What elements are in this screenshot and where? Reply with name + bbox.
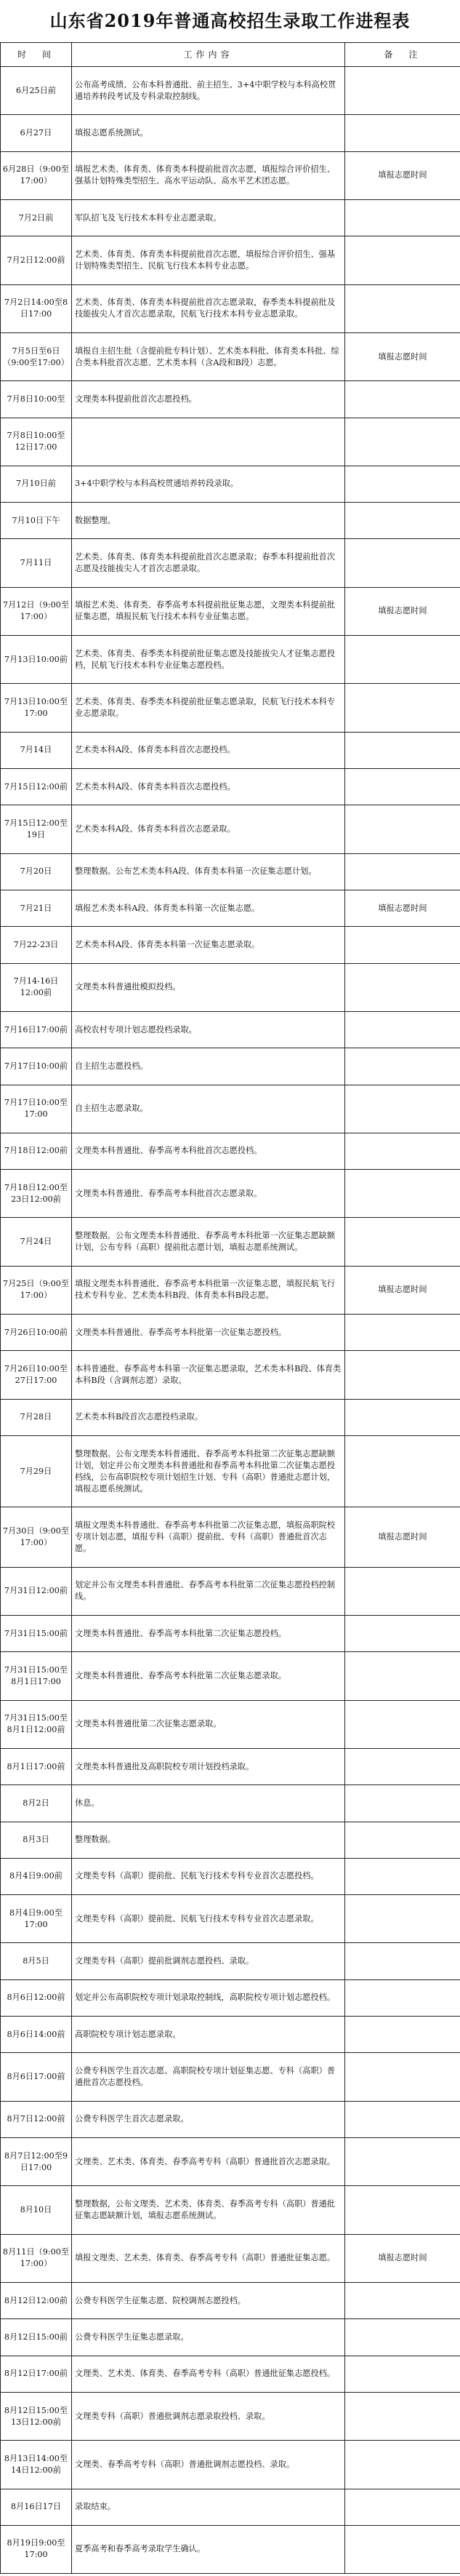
content-cell: 艺术类、体育类、春季类本科提前批征集志愿录取，民航飞行技术本科专业志愿录取。: [72, 684, 345, 732]
table-row: [1, 1011, 460, 1048]
table-row: [1, 2319, 460, 2356]
date-cell: 8月19日9:00至17:00: [1, 2525, 72, 2573]
date-cell: 8月4日9:00至17:00: [1, 1895, 72, 1943]
date-cell: 7月17日10:00至17:00: [1, 1085, 72, 1133]
note-cell: [345, 2186, 460, 2234]
header-content: 工作内容: [72, 43, 345, 67]
note-cell: [345, 1895, 460, 1943]
table-row: [1, 67, 460, 115]
date-cell: 7月26日10:00至27日17:00: [1, 1351, 72, 1399]
note-cell: [345, 963, 460, 1011]
table-row: [1, 418, 460, 466]
table-row: [1, 1266, 460, 1314]
date-cell: 7月22-23日: [1, 927, 72, 963]
content-cell: 填报文理类、艺术类、体育类、春季高考专科（高职）普通批征集志愿。: [72, 2234, 345, 2282]
content-cell: 艺术类本科A段、体育类本科首次志愿录取。: [72, 805, 345, 853]
table-header-row: [1, 43, 460, 67]
date-cell: 8月11日（9:00至17:00）: [1, 2234, 72, 2282]
note-cell: [345, 1315, 460, 1351]
date-cell: 7月17日10:00前: [1, 1048, 72, 1085]
date-cell: 7月24日: [1, 1218, 72, 1266]
note-cell: [345, 1399, 460, 1435]
date-cell: 8月12日15:00至13日12:00前: [1, 2392, 72, 2440]
content-cell: [72, 418, 345, 466]
date-cell: 7月28日: [1, 1399, 72, 1435]
table-row: [1, 2392, 460, 2440]
content-cell: 数据整理。: [72, 503, 345, 539]
content-cell: 艺术类、体育类、体育类本科提前批首次志愿，填报综合评价招生、强基计划特殊类型招生、民航飞行技术本科专业志愿。: [72, 236, 345, 284]
content-cell: 文理类、春季高考专科（高职）普通批调剂志愿投档、录取。: [72, 2441, 345, 2489]
content-cell: 军队招飞及飞行技术本科专业志愿录取。: [72, 199, 345, 236]
table-row: [1, 381, 460, 418]
table-row: [1, 732, 460, 768]
note-cell: [345, 805, 460, 853]
content-cell: 录取结束。: [72, 2489, 345, 2525]
note-cell: [345, 1748, 460, 1785]
note-cell: [345, 1436, 460, 1507]
content-cell: 文理类专科（高职）提前批、民航飞行技术专科专业首次志愿录取。: [72, 1895, 345, 1943]
table-row: [1, 853, 460, 890]
note-cell: [345, 1048, 460, 1085]
content-cell: 整理数据，公布文理类、艺术类、体育类、春季高考专科（高职）普通批征集志愿缺额计划，填报志愿系统测试。: [72, 2186, 345, 2234]
content-cell: 整理数据。公布艺术类本科A段、体育类本科第一次征集志愿计划。: [72, 853, 345, 890]
table-row: [1, 2489, 460, 2525]
date-cell: 7月31日15:00至8月1日12:00前: [1, 1700, 72, 1748]
date-cell: 7月18日12:00至23日12:00前: [1, 1170, 72, 1218]
date-cell: 8月6日14:00前: [1, 2017, 72, 2053]
table-row: [1, 1218, 460, 1266]
content-cell: 艺术类本科A段、体育类本科首次志愿投档。: [72, 769, 345, 805]
content-cell: 填报艺术类、体育类、春季高考本科提前批征集志愿，文理类本科提前批征集志愿，填报民航飞行技术本科专业征集志愿。: [72, 587, 345, 635]
date-cell: 7月30日（9:00至17:00）: [1, 1507, 72, 1567]
date-cell: 8月6日12:00前: [1, 1979, 72, 2016]
content-cell: 文理类本科普通批、春季高考本科批首次志愿录取。: [72, 1170, 345, 1218]
table-row: [1, 1822, 460, 1858]
date-cell: 8月2日: [1, 1785, 72, 1822]
table-row: [1, 890, 460, 926]
content-cell: 划定并公布文理类本科普通批、春季高考本科批第二次征集志愿投档控制线。: [72, 1567, 345, 1615]
page-title: 山东省2019年普通高校招生录取工作进程表: [49, 10, 411, 31]
content-cell: 自主招生志愿投档。: [72, 1048, 345, 1085]
table-row: [1, 2234, 460, 2282]
table-row: [1, 587, 460, 635]
table-row: [1, 2053, 460, 2101]
date-cell: 7月26日10:00前: [1, 1315, 72, 1351]
table-row: [1, 1399, 460, 1435]
date-cell: 7月18日12:00前: [1, 1133, 72, 1169]
content-cell: 艺术类本科B段首次志愿投档录取。: [72, 1399, 345, 1435]
note-cell: [345, 636, 460, 684]
note-cell: [345, 2101, 460, 2137]
note-cell: [345, 2017, 460, 2053]
content-cell: 艺术类、体育类、体育类本科提前批首次志愿录取，春季类本科提前批及技能拔尖人才首次志愿录取，民航飞行技术本科专业志愿录取。: [72, 284, 345, 332]
content-cell: 休息。: [72, 1785, 345, 1822]
table-row: [1, 503, 460, 539]
note-cell: [345, 199, 460, 236]
header-date: 时 间: [1, 43, 72, 67]
table-row: [1, 284, 460, 332]
date-cell: 7月13日10:00前: [1, 636, 72, 684]
date-cell: 7月2日前: [1, 199, 72, 236]
note-cell: [345, 1133, 460, 1169]
date-cell: 7月15日12:00至19日: [1, 805, 72, 853]
note-cell: [345, 466, 460, 502]
table-row: [1, 1048, 460, 1085]
content-cell: 艺术类、体育类、体育类本科提前批首次志愿录取；春季本科提前批首次志愿及技能拔尖人才首次志愿录取。: [72, 539, 345, 587]
table-row: [1, 1507, 460, 1567]
date-cell: 7月8日10:00至12日17:00: [1, 418, 72, 466]
content-cell: 3+4中职学校与本科高校贯通培养转段录取。: [72, 466, 345, 502]
content-cell: 整理数据。公布文理类本科普通批、春季高考本科批第一次征集志愿缺额计划，公布专科（高职）提前批志愿计划，填报志愿系统测试。: [72, 1218, 345, 1266]
content-cell: 自主招生志愿录取。: [72, 1085, 345, 1133]
date-cell: 7月31日15:00前: [1, 1615, 72, 1651]
note-cell: [345, 732, 460, 768]
note-cell: [345, 1822, 460, 1858]
note-cell: [345, 1351, 460, 1399]
table-row: [1, 2282, 460, 2318]
table-row: [1, 684, 460, 732]
table-row: [1, 1652, 460, 1700]
content-cell: 公费专科医学生征集志愿录取。: [72, 2319, 345, 2356]
table-row: [1, 2101, 460, 2137]
content-cell: 文理类本科普通批及高职院校专项计划投档录取。: [72, 1748, 345, 1785]
table-row: [1, 805, 460, 853]
note-cell: [345, 2053, 460, 2101]
table-row: [1, 199, 460, 236]
table-row: [1, 1700, 460, 1748]
table-row: [1, 1785, 460, 1822]
note-cell: 填报志愿时间: [345, 1507, 460, 1567]
content-cell: 填报艺术类、体育类、体育类本科提前批首次志愿，填报综合评价招生、强基计划特殊类型招生、高水平运动队、高水平艺术团志愿。: [72, 151, 345, 199]
note-cell: [345, 927, 460, 963]
table-row: [1, 1085, 460, 1133]
table-row: [1, 2017, 460, 2053]
date-cell: 7月16日17:00前: [1, 1011, 72, 1048]
date-cell: 7月21日: [1, 890, 72, 926]
content-cell: 文理类专科（高职）普通批调剂志愿录取投档、录取。: [72, 2392, 345, 2440]
note-cell: [345, 236, 460, 284]
content-cell: 文理类、艺术类、体育类、春季高考专科（高职）普通批首次志愿录取。: [72, 2138, 345, 2186]
table-row: [1, 2138, 460, 2186]
table-row: [1, 2356, 460, 2392]
content-cell: 艺术类本科A段、体育类本科首次志愿投档。: [72, 732, 345, 768]
note-cell: [345, 418, 460, 466]
date-cell: 6月28日（9:00至17:00）: [1, 151, 72, 199]
table-row: [1, 1315, 460, 1351]
note-cell: [345, 2138, 460, 2186]
note-cell: [345, 2489, 460, 2525]
table-row: [1, 963, 460, 1011]
date-cell: 8月1日17:00前: [1, 1748, 72, 1785]
table-row: [1, 927, 460, 963]
note-cell: [345, 853, 460, 890]
date-cell: 7月25日（9:00至17:00）: [1, 1266, 72, 1314]
date-cell: 8月6日17:00前: [1, 2053, 72, 2101]
table-row: [1, 2186, 460, 2234]
note-cell: [345, 1943, 460, 1979]
note-cell: [345, 1615, 460, 1651]
table-row: [1, 115, 460, 151]
table-row: [1, 1895, 460, 1943]
content-cell: 整理数据。公布文理类本科普通批、春季高考本科批第二次征集志愿缺额计划，划定并公布文理类本科普通批和春季高考本科批第二次征集志愿投档线，公布高职院校专项计划招生计划、专科（高职）普通批志愿计划，填报志愿系统测试。: [72, 1436, 345, 1507]
content-cell: 填报文理类本科普通批、春季高考本科批第一次征集志愿，填报民航飞行技术专科专业、艺术类本科B段、体育类本科B段志愿。: [72, 1266, 345, 1314]
content-cell: 文理类本科普通批、春季高考本科批第二次征集志愿投档。: [72, 1615, 345, 1651]
table-row: [1, 539, 460, 587]
date-cell: 7月11日: [1, 539, 72, 587]
note-cell: [345, 1011, 460, 1048]
date-cell: 8月10日: [1, 2186, 72, 2234]
content-cell: 艺术类本科A段、体育类本科第一次征集志愿录取。: [72, 927, 345, 963]
table-row: [1, 1615, 460, 1651]
date-cell: 8月7日12:00前: [1, 2101, 72, 2137]
date-cell: 7月12日（9:00至17:00）: [1, 587, 72, 635]
note-cell: [345, 1858, 460, 1894]
note-cell: [345, 1567, 460, 1615]
note-cell: [345, 684, 460, 732]
note-cell: 填报志愿时间: [345, 2234, 460, 2282]
content-cell: 高职院校专项计划志愿录取。: [72, 2017, 345, 2053]
table-row: [1, 332, 460, 380]
note-cell: 填报志愿时间: [345, 587, 460, 635]
schedule-body: [1, 67, 460, 2574]
content-cell: 公费专科医学生征集志愿、院校调剂志愿投档。: [72, 2282, 345, 2318]
table-row: [1, 636, 460, 684]
content-cell: 文理类专科（高职）提前批调剂志愿投档、录取。: [72, 1943, 345, 1979]
date-cell: 8月13日14:00至14日12:00前: [1, 2441, 72, 2489]
date-cell: 7月2日14:00至8日17:00: [1, 284, 72, 332]
table-row: [1, 1133, 460, 1169]
note-cell: [345, 539, 460, 587]
date-cell: 8月7日12:00至9日17:00: [1, 2138, 72, 2186]
table-row: [1, 1436, 460, 1507]
date-cell: 7月2日12:00前: [1, 236, 72, 284]
date-cell: 8月12日17:00前: [1, 2356, 72, 2392]
table-row: [1, 236, 460, 284]
note-cell: [345, 381, 460, 418]
date-cell: 8月5日: [1, 1943, 72, 1979]
header-note: 备 注: [345, 43, 460, 67]
content-cell: 艺术类、体育类、春季类本科提前批征集志愿及技能拔尖人才征集志愿投档，民航飞行技术本科专业征集志愿投档。: [72, 636, 345, 684]
date-cell: 6月25日前: [1, 67, 72, 115]
table-row: [1, 2525, 460, 2573]
note-cell: [345, 1170, 460, 1218]
note-cell: [345, 2319, 460, 2356]
note-cell: [345, 2441, 460, 2489]
content-cell: 填报志愿系统测试。: [72, 115, 345, 151]
date-cell: 8月16日17日: [1, 2489, 72, 2525]
note-cell: 填报志愿时间: [345, 151, 460, 199]
content-cell: 本科普通批、春季高考本科第一次征集志愿录取，艺术类本科B段、体育类本科B段（含调剂志愿）录取。: [72, 1351, 345, 1399]
date-cell: 7月14日: [1, 732, 72, 768]
content-cell: 文理类本科提前批首次志愿投档。: [72, 381, 345, 418]
table-row: [1, 151, 460, 199]
content-cell: 文理类本科普通批第二次征集志愿录取。: [72, 1700, 345, 1748]
note-cell: [345, 284, 460, 332]
content-cell: 文理类专科（高职）提前批、民航飞行技术专科专业首次志愿投档。: [72, 1858, 345, 1894]
note-cell: 填报志愿时间: [345, 332, 460, 380]
note-cell: 填报志愿时间: [345, 890, 460, 926]
date-cell: 8月3日: [1, 1822, 72, 1858]
date-cell: 7月5日至6日（9:00至17:00）: [1, 332, 72, 380]
date-cell: 7月10日下午: [1, 503, 72, 539]
note-cell: [345, 1652, 460, 1700]
note-cell: [345, 1979, 460, 2016]
date-cell: 7月10日前: [1, 466, 72, 502]
content-cell: 整理数据。: [72, 1822, 345, 1858]
date-cell: 7月31日12:00前: [1, 1567, 72, 1615]
date-cell: 7月8日10:00至: [1, 381, 72, 418]
table-row: [1, 1979, 460, 2016]
note-cell: [345, 1785, 460, 1822]
content-cell: 公费专科医学生首次志愿录取。: [72, 2101, 345, 2137]
note-cell: [345, 1218, 460, 1266]
table-row: [1, 1351, 460, 1399]
table-row: [1, 1567, 460, 1615]
date-cell: 6月27日: [1, 115, 72, 151]
note-cell: [345, 503, 460, 539]
content-cell: 文理类、艺术类、体育类、春季高考专科（高职）普通批征集志愿投档。: [72, 2356, 345, 2392]
note-cell: [345, 1700, 460, 1748]
table-row: [1, 769, 460, 805]
note-cell: [345, 1085, 460, 1133]
content-cell: 公布高考成绩、公布本科普通批、前主招生、3+4中职学校与本科高校贯通培养转段考试及专科录取控制线。: [72, 67, 345, 115]
content-cell: 填报艺术类本科A段、体育类本科第一次征集志愿。: [72, 890, 345, 926]
content-cell: 文理类本科普通批、春季高考本科批第一次征集志愿投档。: [72, 1315, 345, 1351]
content-cell: 文理类本科普通批、春季高考本科批首次志愿投档。: [72, 1133, 345, 1169]
table-row: [1, 1943, 460, 1979]
date-cell: 8月12日12:00前: [1, 2282, 72, 2318]
content-cell: 文理类本科普通批、春季高考本科批第二次征集志愿录取。: [72, 1652, 345, 1700]
schedule-table: [0, 42, 460, 2574]
note-cell: [345, 2282, 460, 2318]
date-cell: 7月13日10:00至17:00: [1, 684, 72, 732]
date-cell: 7月15日12:00前: [1, 769, 72, 805]
table-row: [1, 1748, 460, 1785]
note-cell: [345, 2392, 460, 2440]
date-cell: 7月20日: [1, 853, 72, 890]
table-row: [1, 466, 460, 502]
date-cell: 8月12日15:00前: [1, 2319, 72, 2356]
note-cell: [345, 769, 460, 805]
note-cell: 填报志愿时间: [345, 1266, 460, 1314]
date-cell: 7月29日: [1, 1436, 72, 1507]
content-cell: 文理类本科普通批模拟投档。: [72, 963, 345, 1011]
content-cell: 填报文理类本科普通批、春季高考本科批第二次征集志愿，填报高职院校专项计划志愿，填报专科（高职）提前批、专科（高职）普通批首次志愿。: [72, 1507, 345, 1567]
table-row: [1, 1858, 460, 1894]
note-cell: [345, 67, 460, 115]
date-cell: 7月14-16日12:00前: [1, 963, 72, 1011]
content-cell: 公费专科医学生首次志愿、高职院校专项计划征集志愿、专科（高职）普通批首次志愿投档。: [72, 2053, 345, 2101]
table-row: [1, 2441, 460, 2489]
content-cell: 划定并公布高职院校专项计划录取控制线，高职院校专项计划志愿投档。: [72, 1979, 345, 2016]
note-cell: [345, 2356, 460, 2392]
note-cell: [345, 2525, 460, 2573]
content-cell: 高校农村专项计划志愿投档录取。: [72, 1011, 345, 1048]
table-row: [1, 1170, 460, 1218]
content-cell: 填报自主招生批（含提前批专科计划）、艺术类本科批、体育类本科批、综合类本科批首次志愿、艺术类本科（含A段和B段）志愿。: [72, 332, 345, 380]
date-cell: 8月4日9:00前: [1, 1858, 72, 1894]
note-cell: [345, 115, 460, 151]
date-cell: 7月31日15:00至8月1日17:00: [1, 1652, 72, 1700]
content-cell: 夏季高考和春季高考录取学生确认。: [72, 2525, 345, 2573]
